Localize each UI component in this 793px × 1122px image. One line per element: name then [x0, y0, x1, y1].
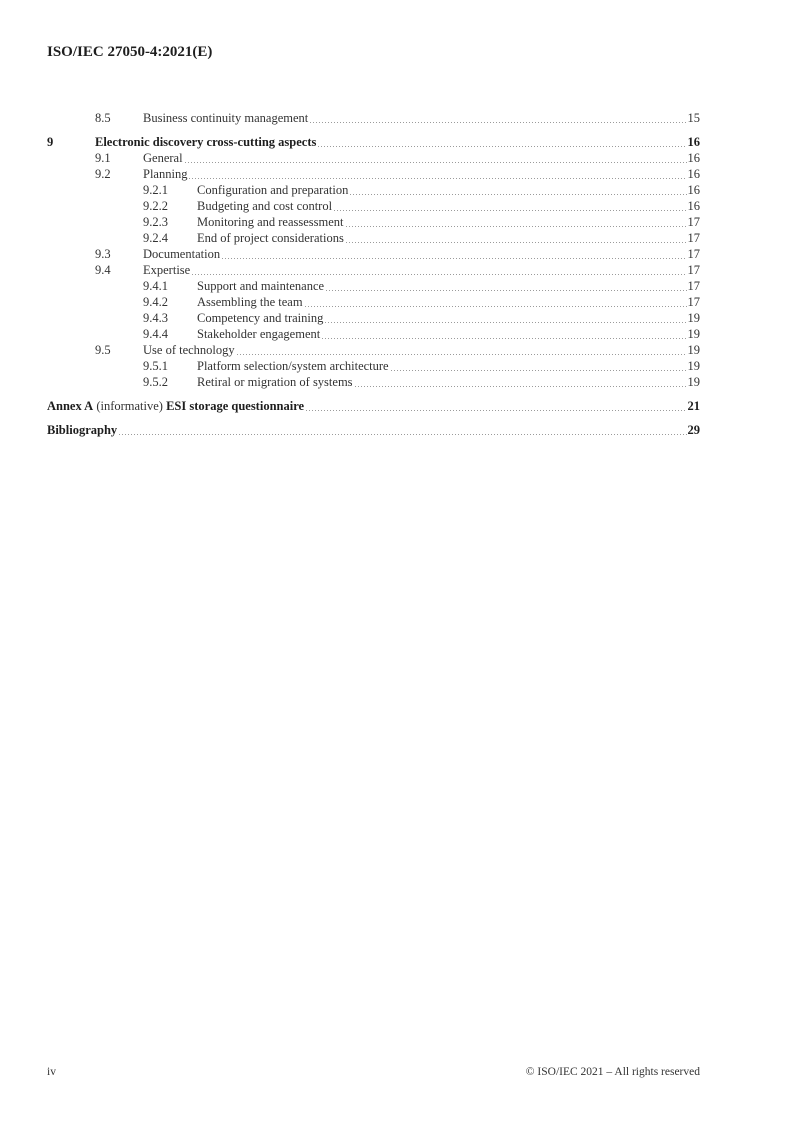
dot-leader — [119, 434, 686, 435]
toc-entry[interactable] — [47, 374, 700, 390]
dot-leader — [346, 242, 687, 243]
dot-leader — [237, 354, 687, 355]
dot-leader — [346, 226, 687, 227]
toc-entry[interactable] — [47, 358, 700, 374]
toc-entry-page: 17 — [687, 215, 700, 229]
toc-entry-title: Monitoring and reassessment — [197, 215, 344, 229]
toc-entry-number: 9.5 — [95, 343, 111, 357]
toc-entry-title: Documentation — [143, 247, 221, 261]
dot-leader — [310, 122, 686, 123]
page-header — [47, 44, 212, 60]
toc-title-segment: Annex A — [47, 399, 94, 413]
dot-leader — [318, 146, 686, 147]
toc-entry-page: 16 — [687, 183, 700, 197]
toc-entry[interactable] — [47, 134, 700, 150]
dot-leader — [322, 338, 686, 339]
toc-entry-page: 17 — [687, 231, 700, 245]
toc-entry-number: 9.4.3 — [143, 311, 168, 325]
toc-entry[interactable] — [47, 422, 700, 438]
toc-entry-page: 19 — [687, 327, 700, 341]
toc-entry-number: 9.2 — [95, 167, 111, 181]
dot-leader — [350, 194, 686, 195]
toc-entry[interactable] — [47, 166, 700, 182]
toc-entry-page: 19 — [687, 375, 700, 389]
toc-entry-number: 9.4 — [95, 263, 111, 277]
toc-entry-title: Business continuity management — [143, 111, 309, 125]
dot-leader — [326, 290, 686, 291]
dot-leader — [185, 162, 687, 163]
toc-entry[interactable] — [47, 398, 700, 414]
toc-entry-page: 21 — [687, 399, 700, 413]
dot-leader — [355, 386, 687, 387]
toc-title-segment: (informative) — [93, 399, 167, 413]
toc-entry-page: 16 — [687, 151, 700, 165]
toc-entry-number: 9.4.4 — [143, 327, 168, 341]
toc-entry[interactable] — [47, 294, 700, 310]
toc-entry-title: Planning — [143, 167, 188, 181]
toc-entry-number: 9.3 — [95, 247, 111, 261]
toc-entry-number: 9.1 — [95, 151, 111, 165]
toc-entry-title: Configuration and preparation — [197, 183, 349, 197]
toc-entry-number: 9.4.1 — [143, 279, 168, 293]
toc-entry-page: 16 — [687, 199, 700, 213]
toc-entry-number: 9.2.4 — [143, 231, 168, 245]
dot-leader — [189, 178, 686, 179]
page-footer — [47, 1064, 700, 1080]
toc-entry-page: 19 — [687, 343, 700, 357]
toc-entry-title: Electronic discovery cross-cutting aspects — [95, 135, 317, 149]
toc-entry[interactable] — [47, 262, 700, 278]
toc-entry[interactable] — [47, 326, 700, 342]
dot-leader — [306, 410, 686, 411]
dot-leader — [305, 306, 687, 307]
toc-entry-number: 9.5.2 — [143, 375, 168, 389]
toc-entry-number: 9.2.2 — [143, 199, 168, 213]
dot-leader — [192, 274, 686, 275]
toc-entry-title: End of project considerations — [197, 231, 344, 245]
toc-entry[interactable] — [47, 246, 700, 262]
toc-entry-title: Budgeting and cost control — [197, 199, 333, 213]
toc-entry-page: 17 — [687, 247, 700, 261]
page-number: iv — [47, 1066, 56, 1078]
toc-entry[interactable] — [47, 278, 700, 294]
toc-entry-number: 9.5.1 — [143, 359, 168, 373]
toc-entry-number: 9 — [47, 135, 54, 149]
toc-entry-title — [47, 398, 304, 414]
toc-entry-page: 17 — [687, 279, 700, 293]
toc-title-segment: ESI storage questionnaire — [166, 399, 305, 413]
toc-entry-page: 16 — [687, 135, 700, 149]
toc-entry-page: 16 — [687, 167, 700, 181]
dot-leader — [222, 258, 686, 259]
toc-entry-title: Stakeholder engagement — [197, 327, 321, 341]
toc-entry-page: 17 — [687, 295, 700, 309]
toc-entry-number: 8.5 — [95, 111, 111, 125]
toc-entry[interactable] — [47, 230, 700, 246]
toc-entry-number: 9.4.2 — [143, 295, 168, 309]
toc-entry-page: 15 — [687, 111, 700, 125]
copyright-notice: © ISO/IEC 2021 – All rights reserved — [525, 1066, 700, 1078]
toc-entry-title: Platform selection/system architecture — [197, 359, 389, 373]
dot-leader — [325, 322, 686, 323]
toc-entry-title: Competency and training — [197, 311, 324, 325]
dot-leader — [391, 370, 687, 371]
toc-entry-title: Bibliography — [47, 423, 118, 437]
toc-entry[interactable] — [47, 198, 700, 214]
toc-entry[interactable] — [47, 150, 700, 166]
toc-entry[interactable] — [47, 214, 700, 230]
toc-entry-page: 29 — [687, 423, 700, 437]
toc-entry[interactable] — [47, 310, 700, 326]
toc-entry-page: 19 — [687, 359, 700, 373]
toc-entry-title: Support and maintenance — [197, 279, 325, 293]
dot-leader — [334, 210, 686, 211]
toc-entry-title: Assembling the team — [197, 295, 303, 309]
toc-entry-page: 19 — [687, 311, 700, 325]
table-of-contents — [47, 110, 700, 438]
toc-entry[interactable] — [47, 182, 700, 198]
toc-entry-title: Expertise — [143, 263, 191, 277]
toc-entry-title: Retiral or migration of systems — [197, 375, 353, 389]
document-id: ISO/IEC 27050-4:2021(E) — [47, 44, 213, 60]
toc-entry-number: 9.2.1 — [143, 183, 168, 197]
toc-entry-number: 9.2.3 — [143, 215, 168, 229]
toc-entry[interactable] — [47, 110, 700, 126]
toc-entry-title: Use of technology — [143, 343, 235, 357]
toc-entry[interactable] — [47, 342, 700, 358]
toc-entry-page: 17 — [687, 263, 700, 277]
toc-entry-title: General — [143, 151, 183, 165]
